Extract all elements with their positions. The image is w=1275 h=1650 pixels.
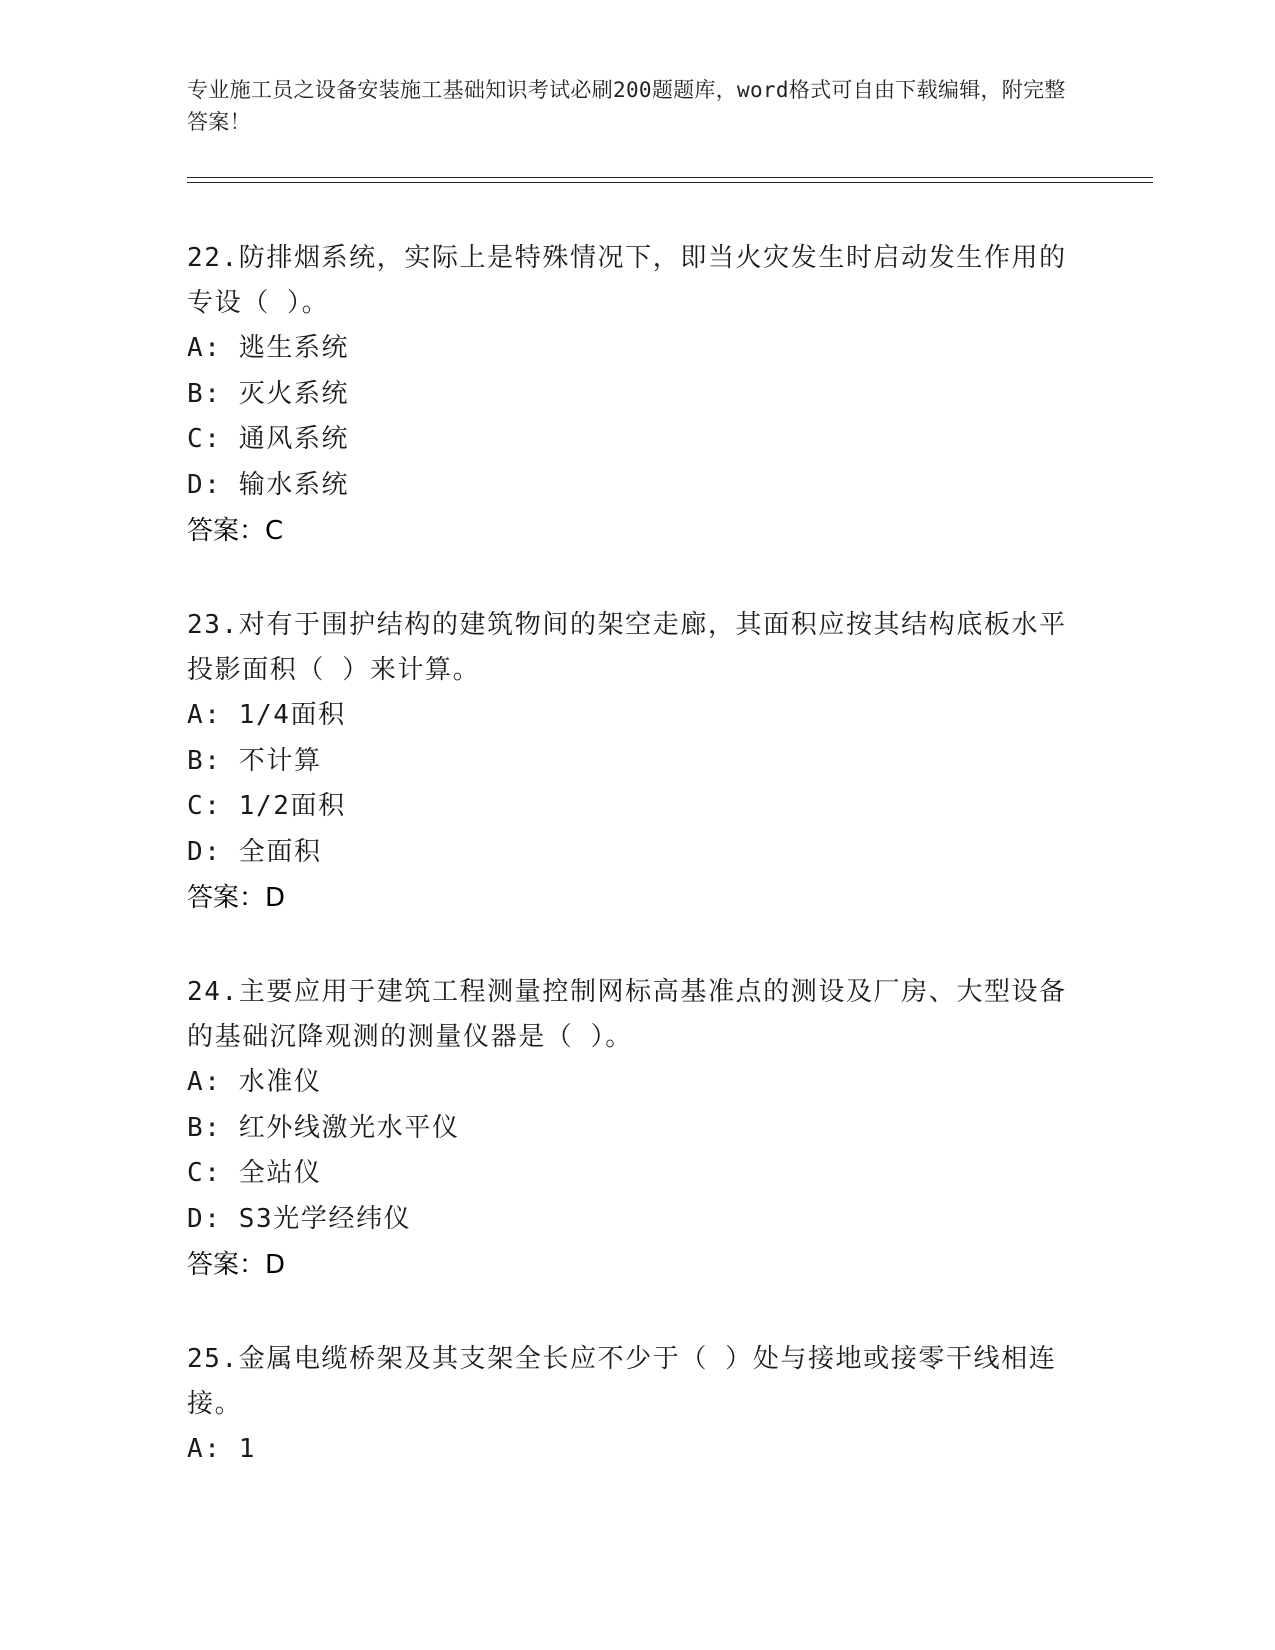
question-24 [187, 970, 1067, 1288]
header-divider-top [187, 177, 1153, 178]
question-stem: 23.对有于围护结构的建筑物间的架空走廊，其面积应按其结构底板水平投影面积（ ）来计算。 [187, 610, 1067, 685]
option-a: A: 1 [187, 1434, 257, 1464]
option-c: C: 1/2面积 [187, 791, 346, 821]
option-d: D: 全面积 [187, 836, 322, 867]
option-b: B: 灭火系统 [187, 378, 350, 409]
answer-line: 答案：D [187, 1250, 286, 1280]
option-d: D: 输水系统 [187, 469, 350, 500]
question-stem: 24.主要应用于建筑工程测量控制网标高基准点的测设及厂房、大型设备的基础沉降观测的测量仪器是（ ）。 [187, 977, 1067, 1052]
option-c: C: 全站仪 [187, 1158, 322, 1188]
answer-line: 答案：C [187, 516, 284, 546]
option-a: A: 1/4面积 [187, 700, 346, 730]
option-b: B: 不计算 [187, 745, 322, 776]
option-a: A: 水准仪 [187, 1067, 322, 1097]
question-22 [187, 236, 1067, 554]
question-stem: 22.防排烟系统，实际上是特殊情况下，即当火灾发生时启动发生作用的专设（ ）。 [187, 243, 1067, 318]
option-b: B: 红外线激光水平仪 [187, 1112, 460, 1143]
document-header: 专业施工员之设备安装施工基础知识考试必刷200题题库，word格式可自由下载编辑，附完整答案！ [187, 78, 1066, 134]
answer-line: 答案：D [187, 883, 286, 913]
option-c: C: 通风系统 [187, 424, 350, 454]
header-divider-bottom [187, 182, 1153, 183]
option-d: D: S3光学经纬仪 [187, 1203, 412, 1234]
option-a: A: 逃生系统 [187, 333, 350, 363]
question-23 [187, 603, 1067, 921]
question-stem: 25.金属电缆桥架及其支架全长应不少于（ ）处与接地或接零干线相连接。 [187, 1344, 1057, 1419]
question-list [187, 236, 1067, 1522]
question-25 [187, 1337, 1067, 1473]
